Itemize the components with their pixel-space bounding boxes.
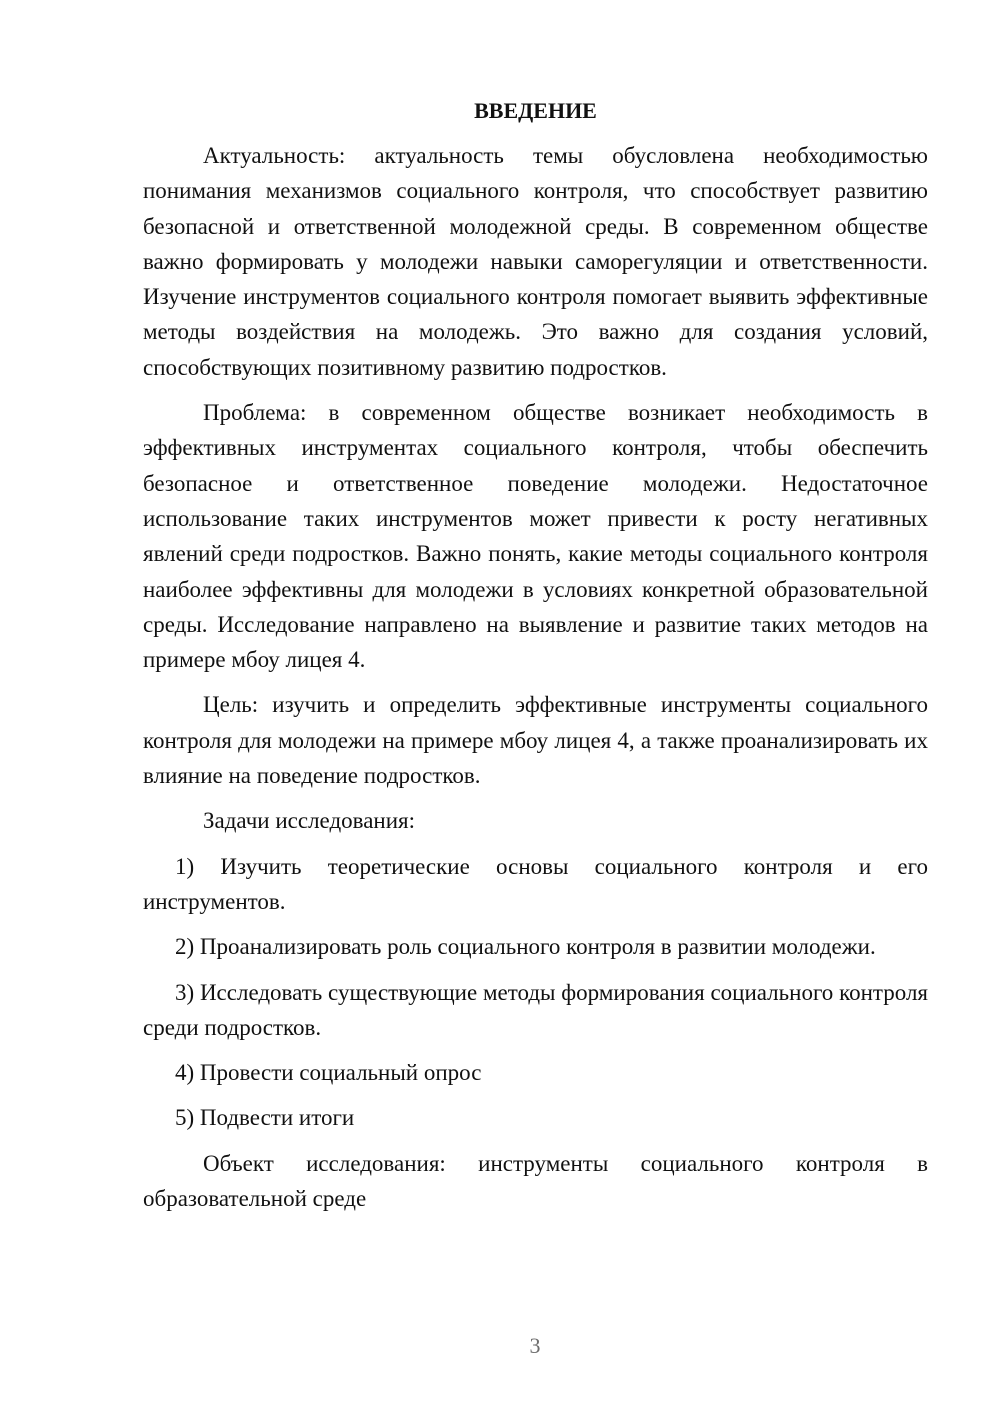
- problem-paragraph: Проблема: в современном обществе возникает необходимость в эффективных инструментах социального контроля, чтобы обеспечить безопасное и ответственное поведение молодежи. Недостаточное использование таких инструментов может привести к росту негативных явлений среди подростков. Важно понять, какие методы социального контроля наиболее эффективны для молодежи в условиях конкретной образовательной среды. Исследование направлено на выявление и развитие таких методов на примере мбоу лицея 4.: [143, 400, 928, 673]
- task-item: 3) Исследовать существующие методы формирования социального контроля среди подростков.: [143, 979, 928, 1040]
- tasks-heading: Задачи исследования:: [203, 808, 416, 834]
- object-paragraph: Объект исследования: инструменты социального контроля в образовательной среде: [143, 1150, 928, 1212]
- goal-paragraph: Цель: изучить и определить эффективные инструменты социального контроля для молодежи на примере мбоу лицея 4, а также проанализировать их влияние на поведение подростков.: [143, 692, 928, 789]
- page-number: 3: [529, 1333, 541, 1358]
- page-content: [143, 96, 928, 1216]
- page-title: ВВЕДЕНИЕ: [474, 98, 597, 123]
- task-item: 1) Изучить теоретические основы социального контроля и его инструментов.: [143, 853, 928, 914]
- task-item: 2) Проанализировать роль социального контроля в развитии молодежи.: [175, 934, 876, 960]
- task-item: 5) Подвести итоги: [175, 1105, 355, 1131]
- task-item: 4) Провести социальный опрос: [175, 1060, 482, 1086]
- relevance-paragraph: Актуальность: актуальность темы обусловлена необходимостью понимания механизмов социального контроля, что способствует развитию безопасной и ответственной молодежной среды. В современном обществе важно формировать у молодежи навыки саморегуляции и ответственности. Изучение инструментов социального контроля помогает выявить эффективные методы воздействия на молодежь. Это важно для создания условий, способствующих позитивному развитию подростков.: [143, 143, 928, 380]
